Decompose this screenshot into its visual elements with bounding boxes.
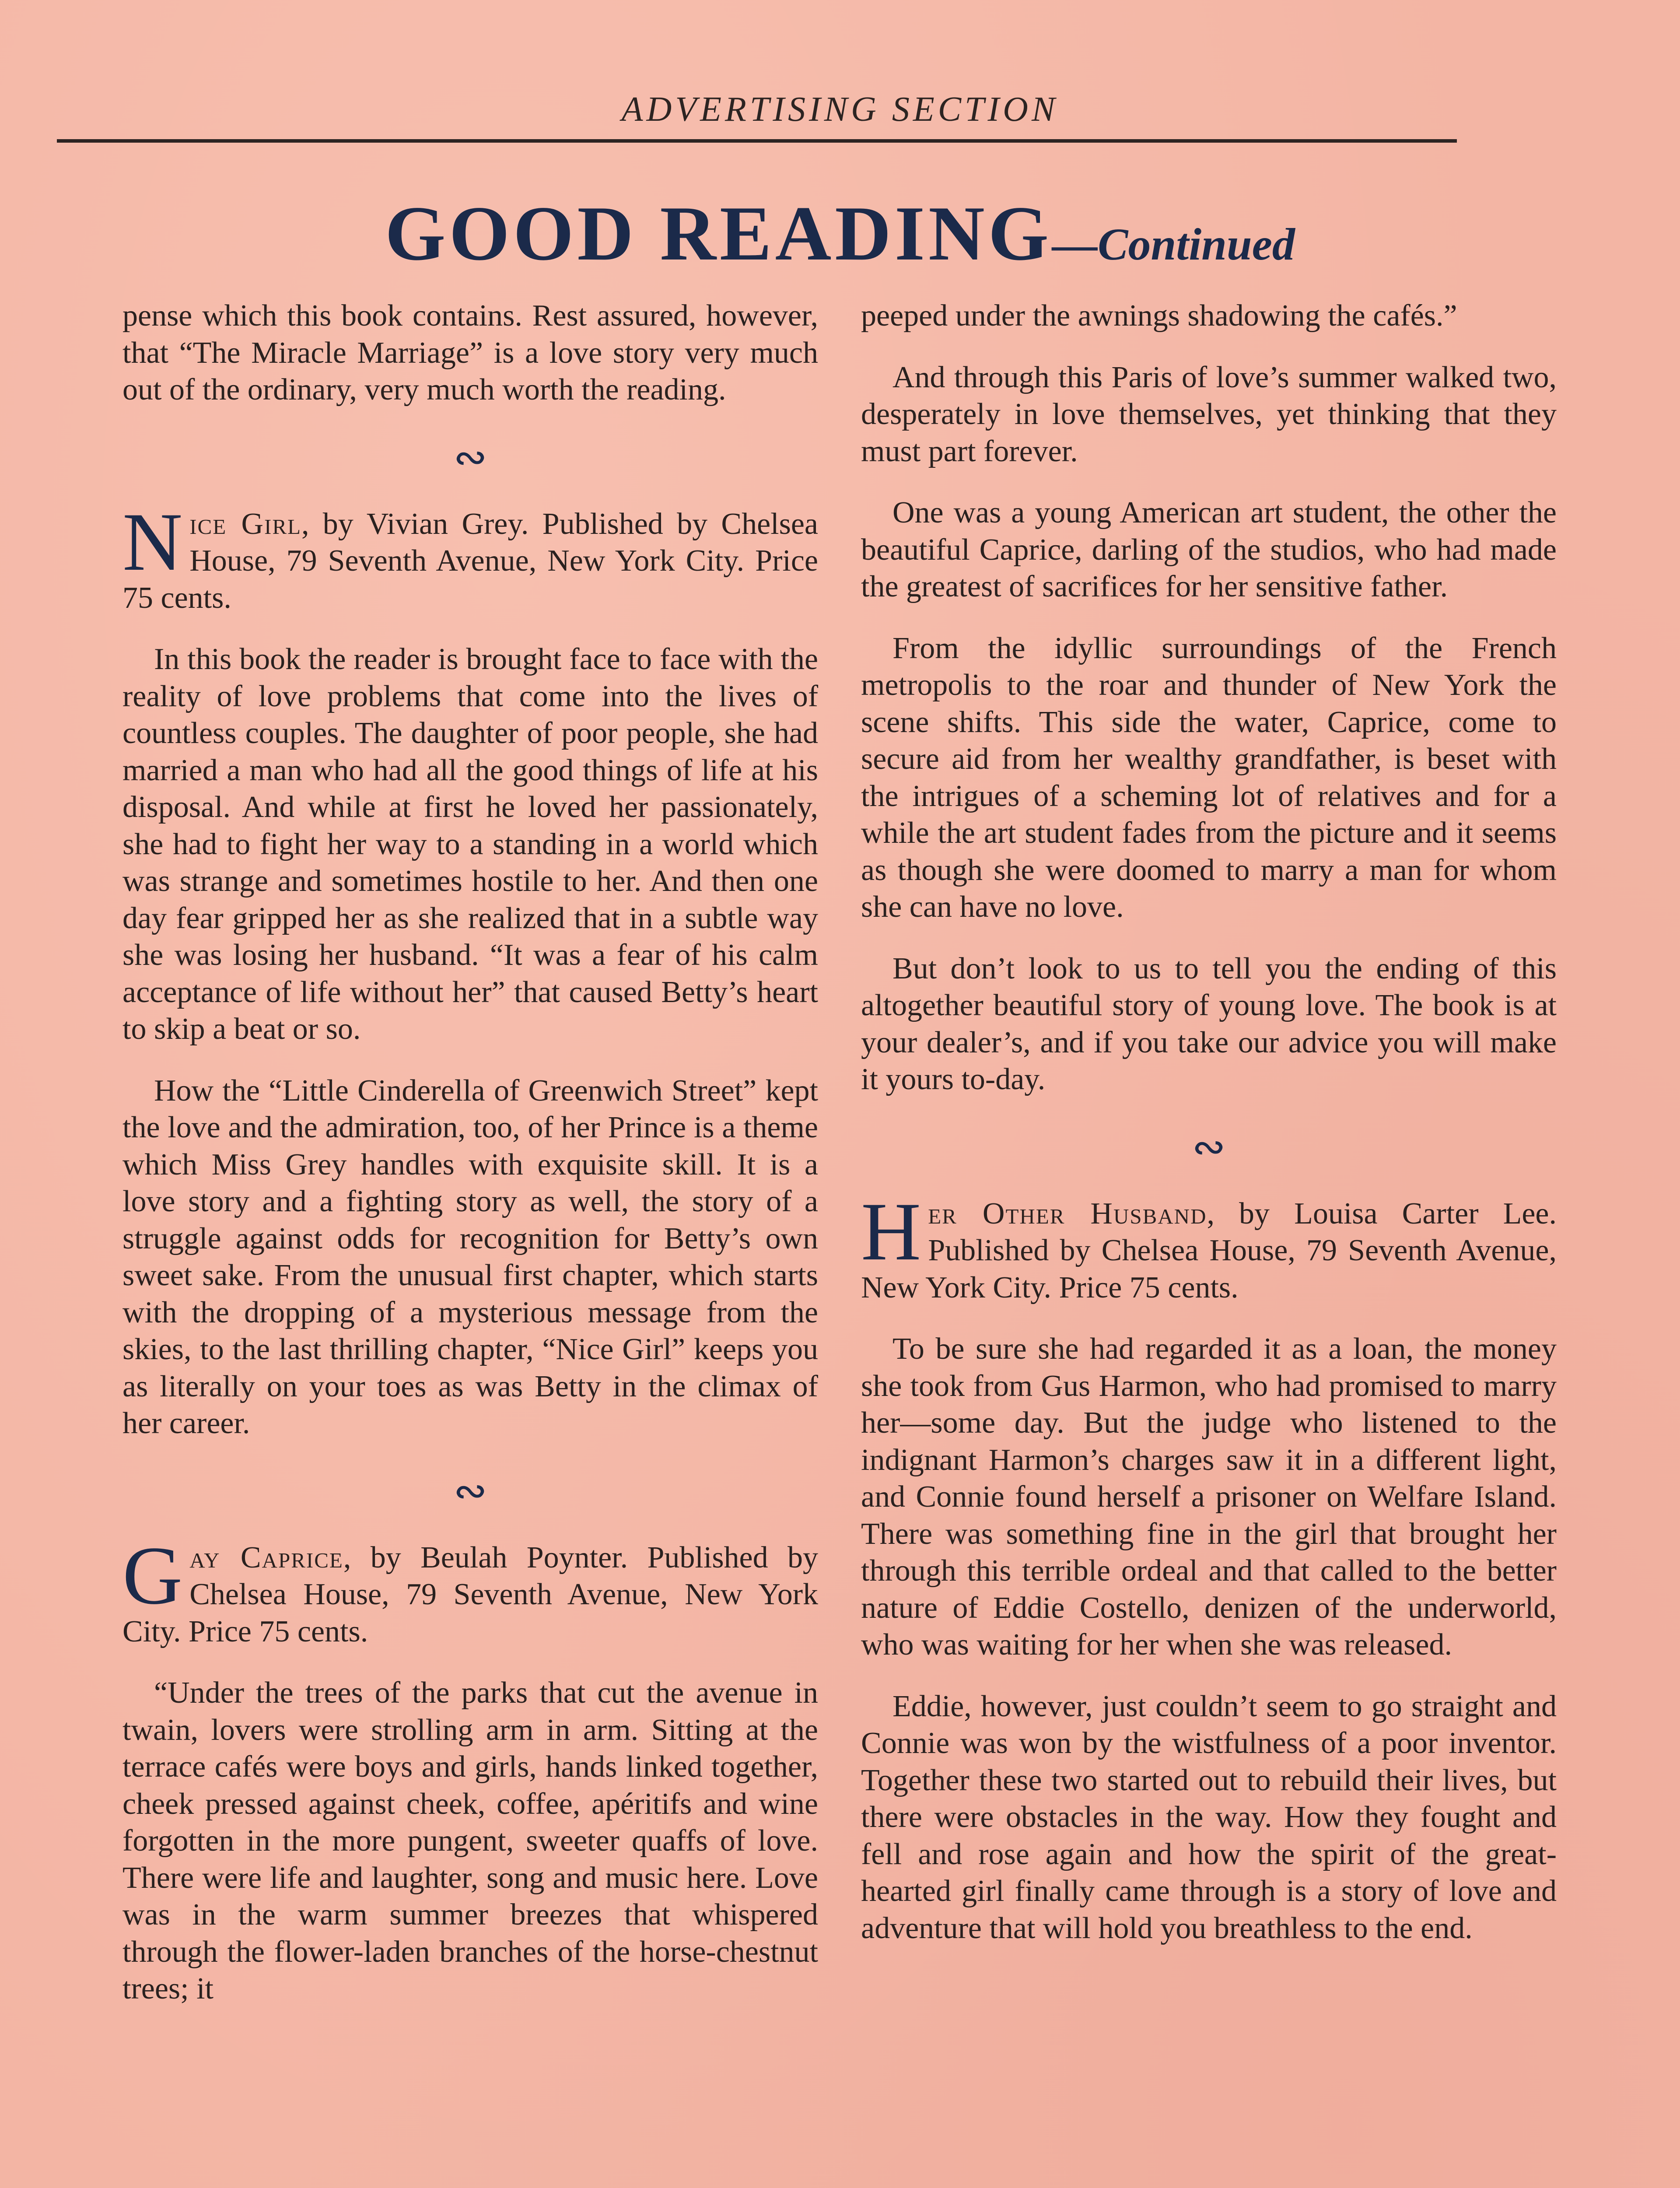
paragraph: Eddie, however, just couldn’t seem to go straight and Connie was won by the wistfulness of a poor inventor. Together these two started out to rebuild their lives, but there were obstacles in the way. How they fought and fell and rose again and how the spirit of the great-hearted girl finally came through is a story of love and adventure that will hold you breathless to the end. bbox=[861, 1689, 1557, 1945]
paragraph: In this book the reader is brought face to face with the reality of love problems that come into the lives of countless couples. The daughter of poor people, she had married a man who had all the good things of life at his disposal. And while at first he loved her passionately, she had to fight her way to a standing in a world which was strange and sometimes hostile to her. And then one day fear gripped her as she realized that in a subtle way she was losing her husband. “It was a fear of his calm acceptance of life without her” that caused Betty’s heart to skip a beat or so. bbox=[122, 642, 818, 1046]
book-title: er Other Husband bbox=[928, 1196, 1207, 1231]
book-entry-nice-girl bbox=[122, 496, 818, 617]
book-title: ice Girl bbox=[189, 507, 301, 541]
ornament-divider-icon: ∾ bbox=[1192, 1123, 1226, 1170]
book-entry-gay-caprice bbox=[122, 1529, 818, 1651]
paragraph: “Under the trees of the parks that cut the avenue in twain, lovers were strolling arm in arm. Sitting at the terrace cafés were boys and girls, hands linked together, cheek pressed against cheek, coffee, apéritifs and wine forgotten in the more pungent, sweeter quaffs of love. There were life and laughter, song and music here. Love was in the warm summer breezes that whispered through the flower-laden branches of the horse-chestnut trees; it bbox=[122, 1676, 818, 2006]
page-title-main: GOOD READING bbox=[385, 190, 1053, 277]
paragraph: But don’t look to us to tell you the ending of this altogether beautiful story of young love. The book is at your dealer’s, and if you take our advice you will make it yours to-day. bbox=[861, 951, 1557, 1096]
paragraph: How the “Little Cinderella of Greenwich Street” kept the love and the admiration, too, of her Prince is a theme which Miss Grey handles with exquisite skill. It is a love story and a fighting story as well, the story of a struggle against odds for recognition for Betty’s own sweet sake. From the unusual first chapter, which starts with the dropping of a mysterious message from the skies, to the last thrilling chapter, “Nice Girl” keeps you as literally on your toes as was Betty in the climax of her career. bbox=[122, 1073, 818, 1440]
paragraph-continued: peeped under the awnings shadowing the cafés.” bbox=[861, 299, 1457, 333]
left-column bbox=[122, 298, 818, 2032]
header-rule bbox=[57, 139, 1457, 143]
book-entry-her-other-husband bbox=[861, 1185, 1557, 1307]
drop-cap: H bbox=[861, 1185, 921, 1278]
paragraph: And through this Paris of love’s summer walked two, desperately in love themselves, yet thinking that they must part forever. bbox=[861, 360, 1557, 468]
page-title-suffix: —Continued bbox=[1052, 219, 1295, 270]
book-meta: , by Beulah Poynter. Published by Chelsea House, 79 Seventh Avenue, New York City. Price 75 cents. bbox=[122, 1540, 818, 1648]
book-meta: , by Louisa Carter Lee. Published by Chelsea House, 79 Seventh Avenue, New York City. Price 75 cents. bbox=[861, 1196, 1557, 1304]
paragraph-continued: pense which this book contains. Rest assured, however, that “The Miracle Marriage” is a love story very much out of the ordinary, very much worth the reading. bbox=[122, 299, 818, 407]
section-label: ADVERTISING SECTION bbox=[621, 90, 1059, 129]
right-column bbox=[861, 298, 1557, 1971]
ornament-divider-icon: ∾ bbox=[453, 1467, 487, 1514]
book-title: ay Caprice bbox=[189, 1540, 343, 1574]
drop-cap: G bbox=[122, 1529, 183, 1622]
paragraph: From the idyllic surroundings of the French metropolis to the roar and thunder of New York the scene shifts. This side the water, Caprice, come to secure aid from her wealthy grandfather, is beset with the intrigues of a scheming lot of relatives and for a while the art student fades from the picture and it seems as though she were doomed to marry a man for whom she can have no love. bbox=[861, 631, 1557, 924]
book-meta: , by Vivian Grey. Published by Chelsea House, 79 Seventh Avenue, New York City. Price 75 cents. bbox=[122, 507, 818, 615]
page-title bbox=[0, 188, 1680, 278]
paragraph: To be sure she had regarded it as a loan, the money she took from Gus Harmon, who had promised to marry her—some day. But the judge who listened to the indignant Harmon’s charges saw it in a different light, and Connie found herself a prisoner on Welfare Island. There was something fine in the girl that brought her through this terrible ordeal and that called to the better nature of Eddie Costello, denizen of the underworld, who was waiting for her when she was released. bbox=[861, 1332, 1557, 1662]
paragraph: One was a young American art student, the other the beautiful Caprice, darling of the studios, who had made the greatest of sacrifices for her sensitive father. bbox=[861, 496, 1557, 603]
ornament-divider-icon: ∾ bbox=[453, 433, 487, 480]
drop-cap: N bbox=[122, 496, 183, 588]
